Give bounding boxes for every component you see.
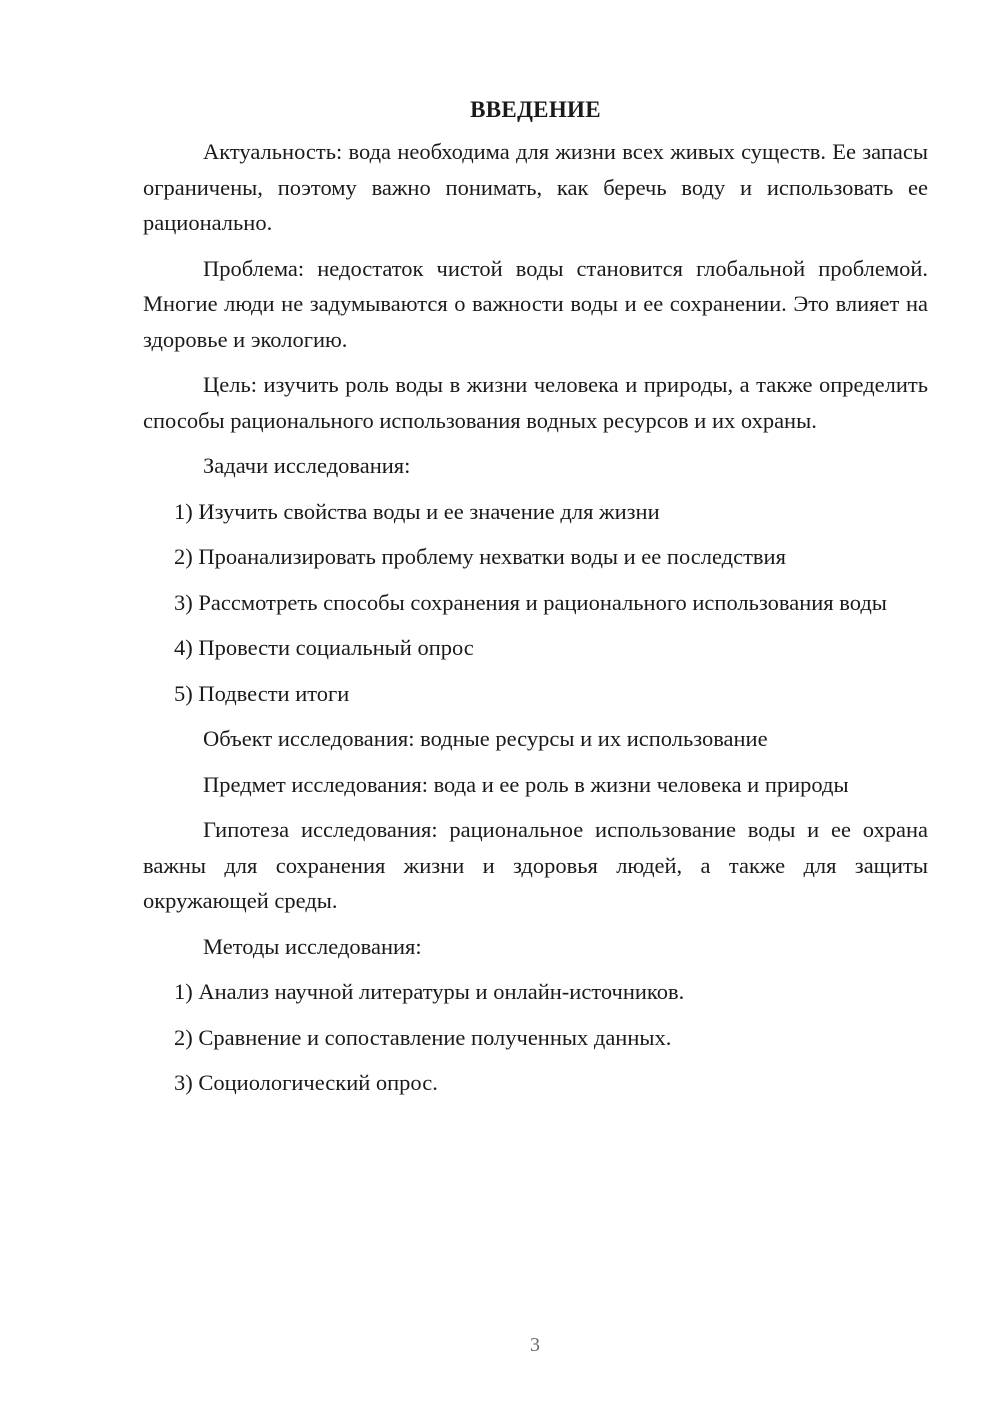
task-item: 4) Провести социальный опрос — [174, 635, 474, 660]
task-item: 2) Проанализировать проблему нехватки воды и ее последствия — [174, 544, 786, 569]
method-item: 3) Социологический опрос. — [174, 1070, 438, 1095]
hypothesis-paragraph: Гипотеза исследования: рациональное использование воды и ее охрана важны для сохранения жизни и здоровья людей, а также для защиты окружающей среды. — [143, 817, 928, 913]
problem-paragraph: Проблема: недостаток чистой воды становится глобальной проблемой. Многие люди не задумываются о важности воды и ее сохранении. Это влияет на здоровье и экологию. — [143, 255, 928, 352]
page-title: ВВЕДЕНИЕ — [470, 97, 601, 122]
goal-paragraph: Цель: изучить роль воды в жизни человека и природы, а также определить способы рационального использования водных ресурсов и их охраны. — [143, 372, 928, 433]
tasks-heading: Задачи исследования: — [203, 453, 411, 478]
task-item: 5) Подвести итоги — [174, 680, 350, 706]
subject-line: Предмет исследования: вода и ее роль в жизни человека и природы — [203, 771, 849, 797]
task-item: 3) Рассмотреть способы сохранения и рационального использования воды — [174, 589, 887, 615]
method-item: 2) Сравнение и сопоставление полученных данных. — [174, 1024, 672, 1050]
page-content — [143, 92, 928, 1111]
object-line: Объект исследования: водные ресурсы и их использование — [203, 726, 768, 751]
page-number: 3 — [530, 1334, 540, 1356]
methods-heading: Методы исследования: — [203, 933, 422, 959]
task-item: 1) Изучить свойства воды и ее значение для жизни — [174, 498, 660, 524]
method-item: 1) Анализ научной литературы и онлайн-источников. — [174, 979, 685, 1004]
relevance-paragraph: Актуальность: вода необходима для жизни всех живых существ. Ее запасы ограничены, поэтому важно понимать, как беречь воду и использовать ее рационально. — [143, 139, 928, 235]
